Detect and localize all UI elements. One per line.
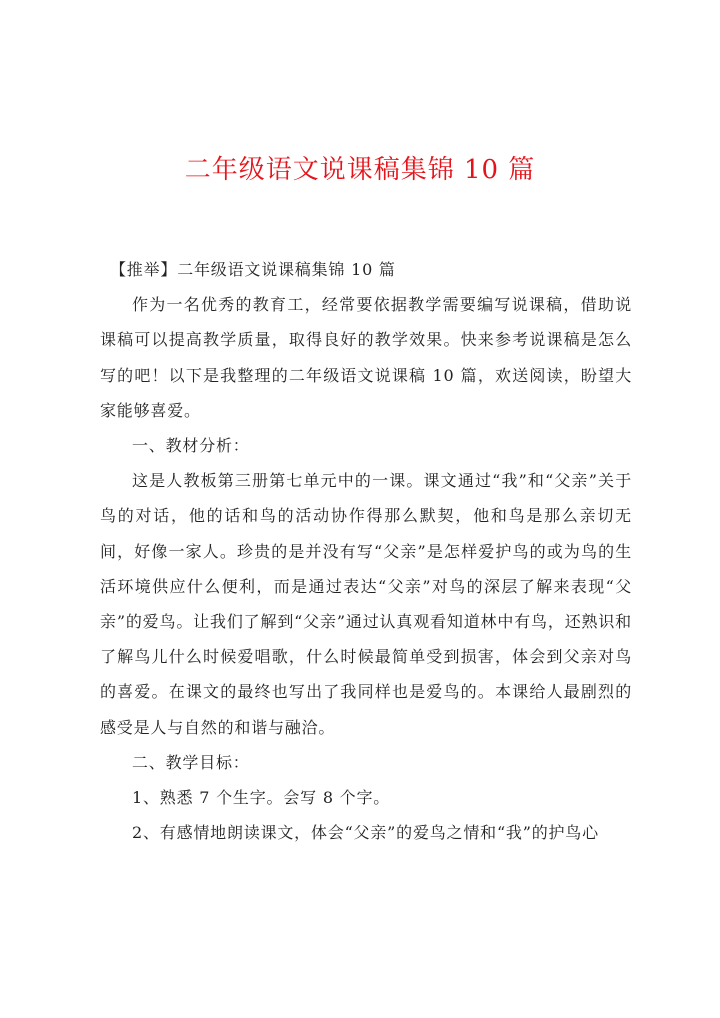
- teaching-goal-item: 2、有感情地朗读课文，体会“父亲”的爱鸟之情和“我”的护鸟心: [132, 823, 599, 843]
- document-body: [100, 252, 632, 850]
- teaching-goal-item: 1、熟悉 7 个生字。会写 8 个字。: [132, 788, 391, 808]
- intro-paragraph: 作为一名优秀的教育工，经常要依据教学需要编写说课稿，借助说课稿可以提高教学质量，取得良好的教学效果。快来参考说课稿是怎么写的吧！以下是我整理的二年级语文说课稿 10 篇，欢送阅读，盼望大家能够喜爱。: [100, 295, 632, 420]
- material-analysis-paragraph: 这是人教板第三册第七单元中的一课。课文通过“我”和“父亲”关于鸟的对话，他的话和鸟的活动协作得那么默契，他和鸟是那么亲切无间，好像一家人。珍贵的是并没有写“父亲”是怎样爱护鸟的或为鸟的生活环境供应什么便利，而是通过表达“父亲”对鸟的深层了解来表现“父亲”的爱鸟。让我们了解到“父亲”通过认真观看知道林中有鸟，还熟识和了解鸟儿什么时候爱唱歌，什么时候最简单受到损害，体会到父亲对鸟的喜爱。在课文的最终也写出了我同样也是爱鸟的。本课给人最剧烈的感受是人与自然的和谐与融洽。: [100, 471, 632, 737]
- intro-line: 【推举】二年级语文说课稿集锦 10 篇: [110, 260, 396, 279]
- section-heading-material-analysis: 一、教材分析：: [132, 436, 250, 456]
- document-title: 二年级语文说课稿集锦 10 篇: [184, 155, 536, 185]
- section-heading-teaching-goals: 二、教学目标：: [132, 752, 250, 772]
